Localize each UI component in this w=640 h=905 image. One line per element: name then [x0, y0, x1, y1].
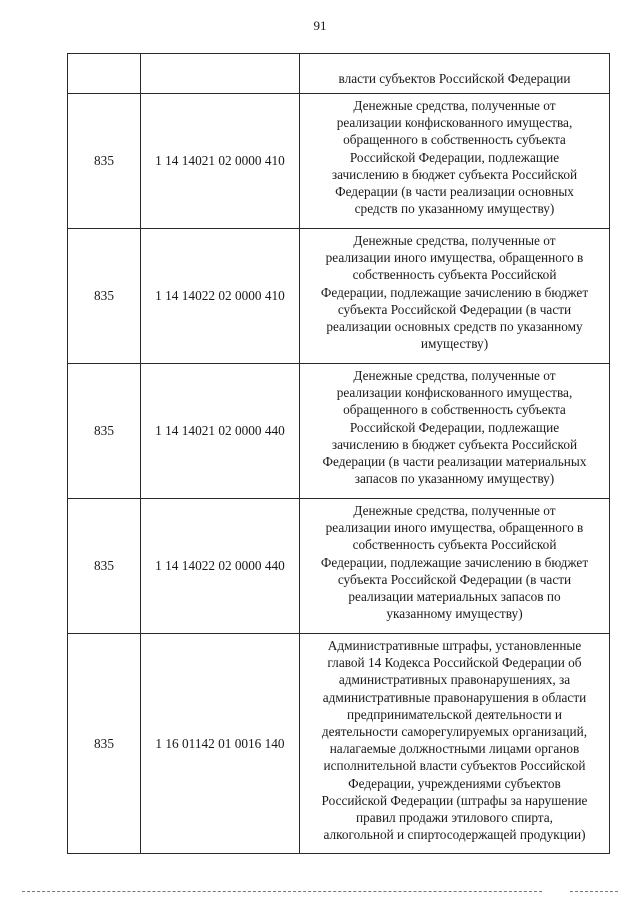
- kbk-code-cell: 1 14 14022 02 0000 440: [141, 499, 300, 634]
- name-line: Российской Федерации (штрафы за нарушение: [321, 792, 588, 808]
- table-row: [68, 94, 610, 229]
- kbk-code-cell: 1 14 14021 02 0000 440: [141, 364, 300, 499]
- name-line: зачислению в бюджет субъекта Российской: [331, 166, 578, 182]
- name-line: административных правонарушениях, за: [338, 672, 571, 688]
- name-line: Административные штрафы, установленные: [327, 638, 582, 653]
- name-line: зачислению в бюджет субъекта Российской: [331, 436, 578, 452]
- table-row: [68, 229, 610, 364]
- name-line: реализации основных средств по указанному: [326, 319, 583, 335]
- name-line: реализации материальных запасов по: [348, 589, 561, 605]
- name-line: деятельности саморегулируемых организаций,: [321, 724, 588, 740]
- name-line: реализации иного имущества, обращенного в: [325, 250, 584, 266]
- name-line: Федерации, подлежащие зачислению в бюджет: [320, 554, 589, 570]
- name-line: Федерации (в части реализации материальных: [322, 454, 587, 470]
- name-line: имуществу): [420, 336, 489, 352]
- name-line: административные правонарушения в области: [322, 689, 587, 705]
- name-line: собственность субъекта Российской: [352, 537, 557, 553]
- name-line: Федерации, подлежащие зачислению в бюджет: [320, 284, 589, 300]
- revenue-name-cell: [300, 634, 610, 854]
- revenue-name-cell: [300, 499, 610, 634]
- kbk-code-cell: [141, 54, 300, 94]
- name-line: главой 14 Кодекса Российской Федерации об: [327, 655, 582, 671]
- name-line: Федерации, учреждениями субъектов: [348, 775, 561, 791]
- name-line: алкогольной и спиртосодержащей продукции): [323, 827, 586, 843]
- name-line: Российской Федерации, подлежащие: [349, 419, 560, 435]
- name-line: власти субъектов Российской Федерации: [338, 70, 571, 86]
- page-number: 91: [313, 18, 327, 33]
- table-row-continuation: [68, 54, 610, 94]
- footer-rule: [22, 891, 542, 892]
- revenue-name-cell: [300, 54, 610, 94]
- revenue-name-cell: [300, 364, 610, 499]
- admin-code-cell: 835: [68, 499, 141, 634]
- name-line: исполнительной власти субъектов Российской: [323, 758, 586, 774]
- name-line: средств по указанному имуществу): [354, 201, 555, 217]
- kbk-code-cell: 1 14 14022 02 0000 410: [141, 229, 300, 364]
- kbk-code-cell: 1 14 14021 02 0000 410: [141, 94, 300, 229]
- name-line: собственность субъекта Российской: [352, 267, 557, 283]
- table-row: [68, 634, 610, 854]
- name-line: Денежные средства, полученные от: [353, 368, 556, 383]
- name-line: обращенного в собственность субъекта: [343, 132, 566, 148]
- admin-code-cell: 835: [68, 634, 141, 854]
- name-line: предпринимательской деятельности и: [347, 706, 562, 722]
- table-row: [68, 499, 610, 634]
- name-line: правил продажи этилового спирта,: [356, 810, 553, 826]
- name-line: реализации иного имущества, обращенного в: [325, 520, 584, 536]
- admin-code-cell: 835: [68, 94, 141, 229]
- kbk-code-cell: 1 16 01142 01 0016 140: [141, 634, 300, 854]
- name-line: Федерации (в части реализации основных: [335, 184, 574, 200]
- name-line: налагаемые должностными лицами органов: [329, 741, 580, 757]
- name-line: реализации конфискованного имущества,: [336, 385, 573, 401]
- name-line: Денежные средства, полученные от: [353, 503, 556, 518]
- name-line: субъекта Российской Федерации (в части: [337, 301, 572, 317]
- name-line: реализации конфискованного имущества,: [336, 115, 573, 131]
- revenue-codes-table: [67, 53, 610, 854]
- name-line: обращенного в собственность субъекта: [343, 402, 566, 418]
- admin-code-cell: [68, 54, 141, 94]
- footer-rule: [570, 891, 618, 892]
- name-line: Денежные средства, полученные от: [353, 98, 556, 113]
- name-line: Российской Федерации, подлежащие: [349, 149, 560, 165]
- name-line: запасов по указанному имуществу): [354, 471, 555, 487]
- table-row: [68, 364, 610, 499]
- name-line: Денежные средства, полученные от: [353, 233, 556, 248]
- revenue-name-cell: [300, 229, 610, 364]
- admin-code-cell: 835: [68, 364, 141, 499]
- admin-code-cell: 835: [68, 229, 141, 364]
- name-line: указанному имуществу): [386, 606, 523, 622]
- revenue-name-cell: [300, 94, 610, 229]
- name-line: субъекта Российской Федерации (в части: [337, 571, 572, 587]
